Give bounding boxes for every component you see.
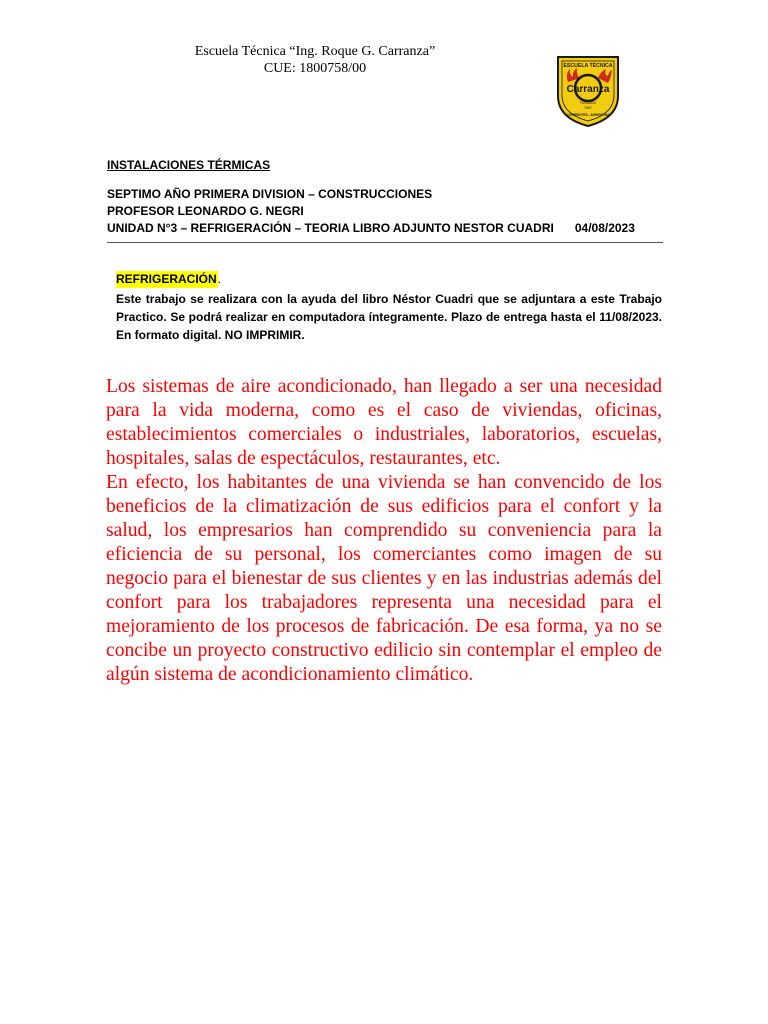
crest-text-top: ESCUELA TÉCNICA [563, 63, 613, 69]
crest-graphic [556, 54, 620, 128]
crest-text-bottom: CORRIENTES - ARGENTINA [566, 113, 610, 117]
unit-line [107, 221, 635, 235]
subject-title: INSTALACIONES TÉRMICAS [107, 158, 271, 172]
body-paragraph-1: Los sistemas de aire acondicionado, han llegado a ser una necesidad para la vida moderna, como es el caso de viviendas, oficinas, establecimientos comerciales o industriales, laboratorios, escuelas, hospitales, salas de espectáculos, restaurantes, etc. [106, 376, 662, 469]
body-paragraph-2: En efecto, los habitantes de una vivienda se han convencido de los beneficios de la climatización de sus edificios para el confort y la salud, los empresarios han comprendido su conveniencia para la eficiencia de su personal, los comerciantes como imagen de su negocio para el bienestar de sus clientes y en las industrias además del confort para los trabajadores representa una necesidad para el mejoramiento de los procesos de fabricación. De esa forma, ya no se concibe un proyecto constructivo edilicio sin contemplar el empleo de algún sistema de acondicionamiento climático. [106, 472, 662, 685]
header-divider [107, 242, 663, 243]
body-text [106, 375, 662, 687]
school-header [150, 43, 480, 77]
assignment-title-suffix: . [217, 272, 222, 286]
unit-date: 04/08/2023 [574, 221, 635, 235]
assignment-instructions: Este trabajo se realizara con la ayuda del libro Néstor Cuadri que se adjuntara a este Trabajo Practico. Se podrá realizar en computadora íntegramente. Plazo de entrega hasta el 11/08/2023. En formato digital. NO IMPRIMIR. [116, 292, 662, 342]
school-name: Escuela Técnica “Ing. Roque G. Carranza” [194, 44, 436, 59]
assignment-title: REFRIGERACIÓN [116, 272, 217, 286]
assignment-box [116, 271, 662, 344]
crest-text-main: Carranza [566, 84, 610, 95]
unit-title: UNIDAD N°3 – REFRIGERACIÓN – TEORIA LIBRO ADJUNTO NESTOR CUADRI [107, 221, 554, 235]
crest-text-founded: FUNDADA [579, 101, 597, 105]
school-cue: CUE: 1800758/00 [263, 61, 367, 76]
school-crest-logo [556, 54, 620, 128]
crest-text-year: 1967 [584, 106, 592, 110]
course-level: SEPTIMO AÑO PRIMERA DIVISION – CONSTRUCCIONES [107, 187, 433, 201]
teacher-name: PROFESOR LEONARDO G. NEGRI [107, 204, 304, 218]
